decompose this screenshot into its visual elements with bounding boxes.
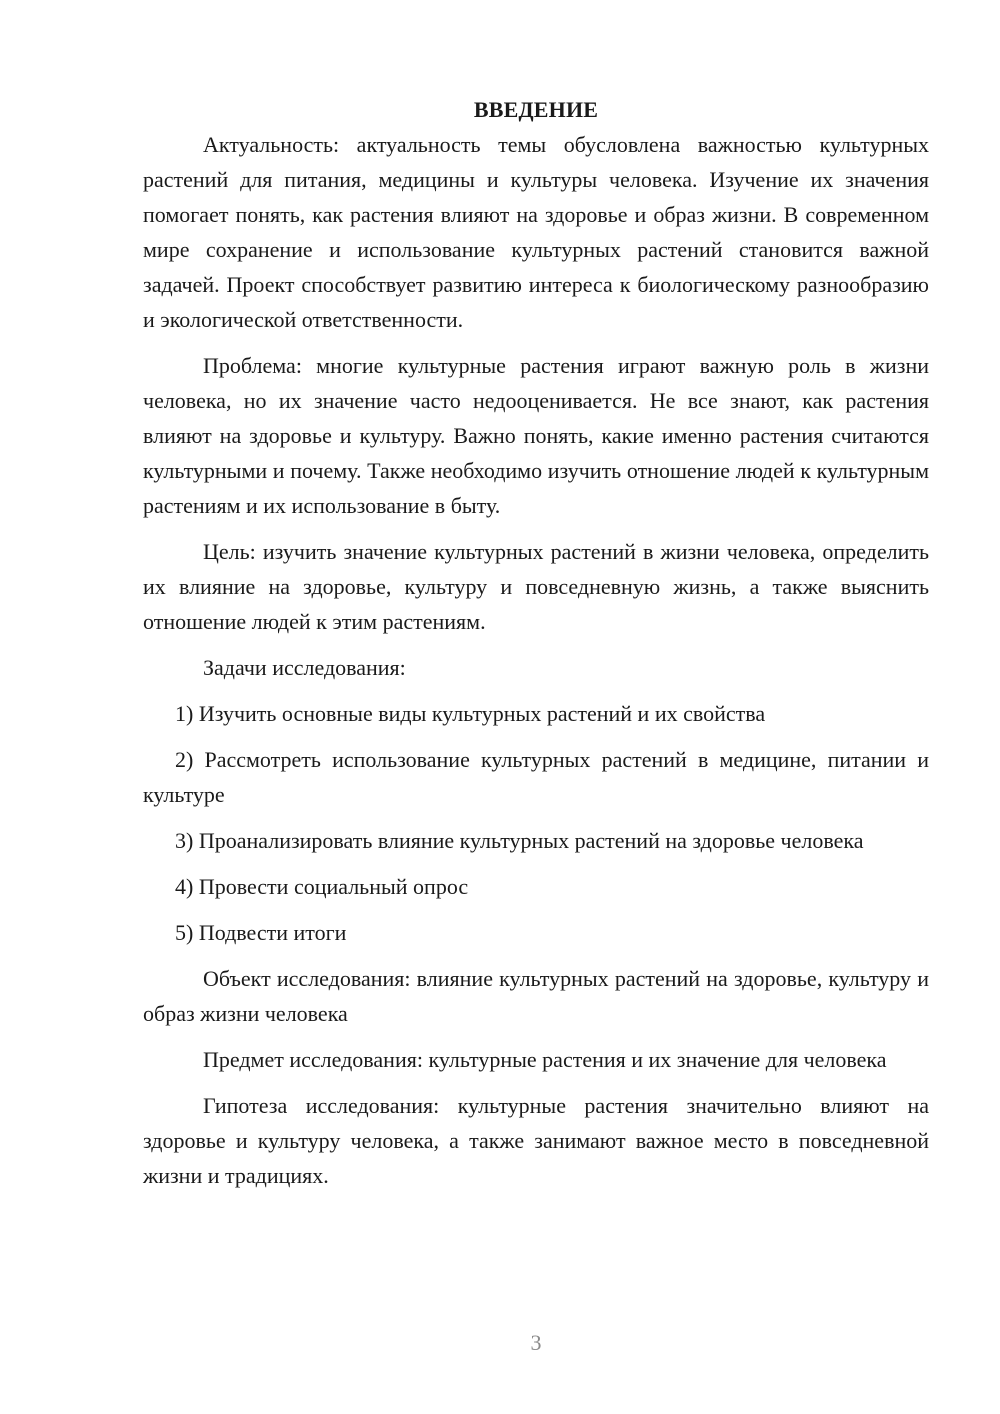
problem-paragraph: Проблема: многие культурные растения играют важную роль в жизни человека, но их значение часто недооценивается. Не все знают, как растения влияют на здоровье и культуру. Важно понять, какие именно растения считаются культурными и почему. Также необходимо изучить отношение людей к культурным растениям и их использование в быту. xyxy=(143,353,929,518)
tasks-heading: Задачи исследования: xyxy=(203,655,406,680)
document-page xyxy=(143,92,929,1193)
task-item-4: 4) Провести социальный опрос xyxy=(175,874,469,899)
task-item-2: 2) Рассмотреть использование культурных растений в медицине, питании и культуре xyxy=(143,747,929,807)
subject-paragraph: Предмет исследования: культурные растения и их значение для человека xyxy=(203,1047,887,1072)
task-item-3: 3) Проанализировать влияние культурных растений на здоровье человека xyxy=(175,828,864,853)
page-number: 3 xyxy=(530,1330,542,1355)
object-paragraph: Объект исследования: влияние культурных растений на здоровье, культуру и образ жизни человека xyxy=(143,966,929,1026)
page-title: ВВЕДЕНИЕ xyxy=(473,97,599,122)
relevance-paragraph: Актуальность: актуальность темы обусловлена важностью культурных растений для питания, медицины и культуры человека. Изучение их значения помогает понять, как растения влияют на здоровье и образ жизни. В современном мире сохранение и использование культурных растений становится важной задачей. Проект способствует развитию интереса к биологическому разнообразию и экологической ответственности. xyxy=(143,132,929,332)
goal-paragraph: Цель: изучить значение культурных растений в жизни человека, определить их влияние на здоровье, культуру и повседневную жизнь, а также выяснить отношение людей к этим растениям. xyxy=(143,539,929,634)
task-item-5: 5) Подвести итоги xyxy=(175,920,347,945)
task-item-1: 1) Изучить основные виды культурных растений и их свойства xyxy=(175,701,766,726)
hypothesis-paragraph: Гипотеза исследования: культурные растения значительно влияют на здоровье и культуру человека, а также занимают важное место в повседневной жизни и традициях. xyxy=(143,1093,929,1188)
